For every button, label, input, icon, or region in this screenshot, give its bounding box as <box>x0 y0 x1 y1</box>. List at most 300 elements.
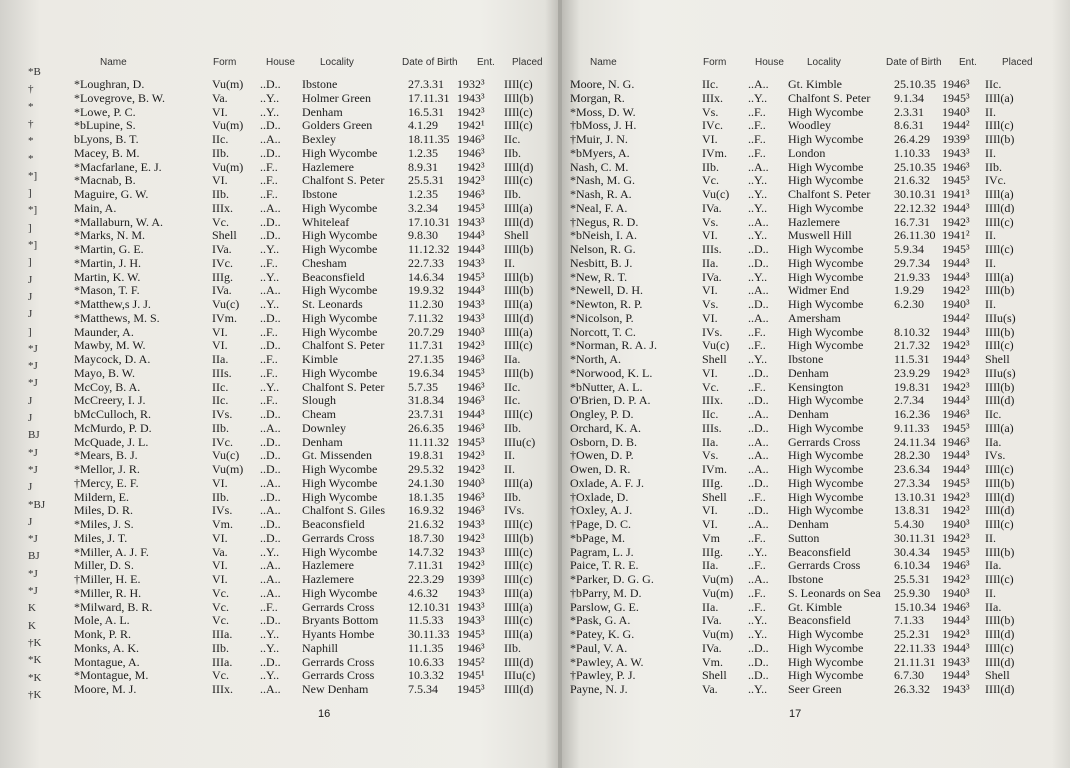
cell-form: IVc. <box>212 255 233 270</box>
cell-name: †Oxlade, D. <box>570 489 629 504</box>
cell-ent: 1944³ <box>457 283 485 298</box>
cell-dob: 9.1.34 <box>894 90 924 105</box>
cell-locality: Beaconsfield <box>788 544 851 559</box>
cell-ent: 1944³ <box>942 613 970 628</box>
table-row <box>74 353 554 367</box>
cell-form: Vm. <box>702 654 723 669</box>
cell-locality: Whiteleaf <box>302 214 350 229</box>
cell-ent: 1943³ <box>457 90 485 105</box>
cell-ent: 1942³ <box>942 283 970 298</box>
cell-form: IIIs. <box>702 420 722 435</box>
cell-locality: Denham <box>302 434 343 449</box>
table-row <box>570 229 1065 243</box>
table-row <box>570 257 1065 271</box>
cell-house: ..A.. <box>748 77 769 91</box>
cell-ent: 1946³ <box>457 393 485 408</box>
margin-mark: ] <box>28 325 32 338</box>
table-row <box>74 284 554 298</box>
cell-house: ..Y.. <box>260 269 280 284</box>
cell-dob: 16.2.36 <box>894 407 930 421</box>
cell-locality: High Wycombe <box>788 173 864 188</box>
cell-placed: IIIu(c) <box>504 668 536 683</box>
cell-locality: Chalfont S. Peter <box>788 187 871 201</box>
cell-placed: IIIl(d) <box>985 503 1015 518</box>
cell-dob: 9.8.30 <box>408 228 438 243</box>
cell-locality: Gt. Kimble <box>788 77 842 91</box>
table-row <box>570 477 1065 491</box>
cell-name: Payne, N. J. <box>570 682 628 696</box>
cell-form: IVc. <box>702 118 723 133</box>
cell-ent: 1941² <box>942 228 970 243</box>
cell-house: ..D.. <box>748 654 769 669</box>
cell-name: Miller, D. S. <box>74 558 134 573</box>
cell-house: ..D.. <box>748 393 769 408</box>
cell-locality: High Wycombe <box>788 489 864 504</box>
table-row <box>570 174 1065 188</box>
cell-dob: 21.6.32 <box>408 517 444 531</box>
cell-placed: IIIl(d) <box>985 627 1015 641</box>
cell-placed: IIIl(c) <box>504 338 533 353</box>
cell-ent: 1943³ <box>457 544 485 559</box>
cell-placed: IIIu(c) <box>504 434 536 449</box>
cell-ent: 1945³ <box>457 627 485 641</box>
cell-house: ..F.. <box>260 187 278 201</box>
cell-house: ..Y.. <box>748 352 768 366</box>
cell-name: *Pawley, A. W. <box>570 654 644 669</box>
margin-mark: *J <box>28 342 38 355</box>
cell-form: VI. <box>212 530 228 545</box>
header-locality-right: Locality <box>807 57 841 68</box>
table-row <box>74 546 554 560</box>
cell-dob: 7.1.33 <box>894 613 924 628</box>
cell-name: *Mason, T. F. <box>74 283 140 298</box>
cell-placed: IIIl(c) <box>985 640 1014 655</box>
table-row <box>74 463 554 477</box>
cell-locality: Denham <box>788 407 829 421</box>
cell-placed: IIIl(b) <box>504 269 534 284</box>
cell-dob: 12.10.31 <box>408 599 450 614</box>
table-row <box>570 202 1065 216</box>
cell-house: ..Y.. <box>260 668 280 683</box>
cell-ent: 1939³ <box>457 572 485 586</box>
cell-dob: 25.9.30 <box>894 585 930 600</box>
table-row <box>570 422 1065 436</box>
cell-ent: 1943³ <box>457 214 485 229</box>
cell-house: ..Y.. <box>260 544 280 559</box>
cell-form: IVc. <box>212 434 233 449</box>
cell-locality: Muswell Hill <box>788 228 852 243</box>
cell-placed: IIIl(c) <box>504 173 533 188</box>
cell-locality: Widmer End <box>788 283 850 298</box>
cell-placed: II. <box>985 585 996 600</box>
cell-house: ..A.. <box>260 558 281 573</box>
table-row <box>570 642 1065 656</box>
cell-form: VI. <box>702 365 718 380</box>
margin-mark: J <box>28 290 33 303</box>
cell-name: †Oxley, A. J. <box>570 503 633 518</box>
cell-placed: IIb. <box>504 489 521 504</box>
cell-locality: Hazlemere <box>302 558 354 573</box>
cell-name: Mayo, B. W. <box>74 365 136 380</box>
table-row <box>570 147 1065 161</box>
cell-dob: 8.6.31 <box>894 118 924 133</box>
cell-house: ..A.. <box>748 434 769 449</box>
table-row <box>74 271 554 285</box>
table-row <box>570 106 1065 120</box>
cell-ent: 1944³ <box>942 448 970 463</box>
cell-dob: 23.6.34 <box>894 462 930 476</box>
cell-name: †bMoss, J. H. <box>570 118 637 133</box>
cell-ent: 1944³ <box>457 242 485 256</box>
cell-locality: Hazlemere <box>302 159 354 174</box>
cell-ent: 1942³ <box>457 448 485 463</box>
cell-locality: High Wycombe <box>302 365 378 380</box>
cell-dob: 1.2.35 <box>408 187 438 201</box>
table-row <box>570 188 1065 202</box>
cell-house: ..A.. <box>748 310 769 325</box>
cell-form: Va. <box>702 682 718 696</box>
cell-form: Shell <box>212 228 237 243</box>
cell-locality: Ibstone <box>302 187 338 201</box>
table-row <box>74 573 554 587</box>
cell-dob: 27.1.35 <box>408 352 444 366</box>
cell-form: IVa. <box>702 640 722 655</box>
cell-name: bMcCulloch, R. <box>74 407 151 421</box>
margin-mark: *J <box>28 360 38 373</box>
cell-dob: 11.5.33 <box>408 613 444 628</box>
cell-placed: IIIl(a) <box>504 627 533 641</box>
cell-ent: 1940³ <box>942 297 970 311</box>
cell-name: †Owen, D. P. <box>570 448 634 463</box>
table-row <box>74 216 554 230</box>
cell-ent: 1945² <box>457 654 485 669</box>
cell-name: Orchard, K. A. <box>570 420 641 435</box>
table-row <box>74 147 554 161</box>
cell-house: ..D.. <box>260 310 281 325</box>
cell-placed: IIIl(c) <box>504 613 533 628</box>
cell-placed: IIc. <box>504 393 521 408</box>
cell-name: Martin, K. W. <box>74 269 141 284</box>
cell-house: ..D.. <box>260 462 281 476</box>
header-ent-right: Ent. <box>959 57 977 68</box>
cell-form: IIc. <box>702 77 719 91</box>
cell-locality: Holmer Green <box>302 90 371 105</box>
cell-name: *Matthews, M. S. <box>74 310 160 325</box>
margin-mark: *K <box>28 671 42 684</box>
cell-ent: 1942³ <box>942 530 970 545</box>
cell-name: Parslow, G. E. <box>570 599 639 614</box>
cell-placed: II. <box>504 462 515 476</box>
cell-locality: High Wycombe <box>788 297 864 311</box>
cell-house: ..D.. <box>260 517 281 531</box>
cell-ent: 1944³ <box>942 462 970 476</box>
cell-form: IVm. <box>702 145 727 160</box>
cell-house: ..D.. <box>260 407 281 421</box>
cell-locality: High Wycombe <box>788 668 864 683</box>
cell-locality: High Wycombe <box>302 200 378 215</box>
cell-dob: 30.11.31 <box>894 530 936 545</box>
cell-placed: IIIl(c) <box>504 104 533 119</box>
cell-ent: 1944³ <box>942 324 970 339</box>
cell-dob: 5.7.35 <box>408 379 438 394</box>
header-dob-right: Date of Birth <box>886 57 942 68</box>
cell-ent: 1943³ <box>457 310 485 325</box>
cell-dob: 23.9.29 <box>894 365 930 380</box>
margin-mark: *BJ <box>28 498 46 511</box>
cell-ent: 1945³ <box>942 242 970 256</box>
cell-dob: 22.3.29 <box>408 572 444 586</box>
cell-placed: IIIl(a) <box>985 420 1014 435</box>
margin-mark: † <box>28 83 34 96</box>
cell-locality: Woodley <box>788 118 832 133</box>
table-row <box>570 271 1065 285</box>
cell-placed: IIIl(d) <box>504 682 534 696</box>
cell-locality: High Wycombe <box>788 640 864 655</box>
cell-form: VI. <box>212 173 228 188</box>
table-row <box>74 133 554 147</box>
cell-placed: IIIu(s) <box>985 310 1016 325</box>
table-row <box>74 683 554 697</box>
cell-dob: 6.7.30 <box>894 668 924 683</box>
cell-form: IIc. <box>212 132 229 146</box>
cell-name: Pagram, L. J. <box>570 544 634 559</box>
cell-placed: II. <box>504 255 515 270</box>
cell-ent: 1946³ <box>942 558 970 573</box>
cell-placed: IVs. <box>504 503 525 518</box>
cell-ent: 1945³ <box>942 173 970 188</box>
cell-ent: 1942³ <box>942 503 970 518</box>
cell-form: IIc. <box>212 393 229 408</box>
table-row <box>74 106 554 120</box>
cell-locality: Ibstone <box>788 352 824 366</box>
cell-locality: Ibstone <box>788 572 824 586</box>
cell-placed: IIIl(c) <box>504 407 533 421</box>
table-row <box>570 504 1065 518</box>
cell-form: Vm. <box>212 517 233 531</box>
cell-name: Morgan, R. <box>570 90 625 105</box>
cell-dob: 22.7.33 <box>408 255 444 270</box>
cell-locality: Downley <box>302 420 346 435</box>
cell-name: Montague, A. <box>74 654 140 669</box>
cell-name: *Mears, B. J. <box>74 448 138 463</box>
cell-form: Vu(c) <box>212 297 240 311</box>
cell-ent: 1945³ <box>942 90 970 105</box>
cell-name: *Nash, R. A. <box>570 187 632 201</box>
cell-form: VI. <box>212 324 228 339</box>
cell-house: ..A.. <box>748 159 769 174</box>
header-name: Name <box>100 57 127 68</box>
table-row <box>74 188 554 202</box>
header-form-right: Form <box>703 57 727 68</box>
margin-mark: ] <box>28 221 32 234</box>
cell-name: Mawby, M. W. <box>74 338 146 353</box>
cell-ent: 1946³ <box>457 420 485 435</box>
cell-form: Vu(m) <box>702 585 734 600</box>
cell-dob: 9.11.33 <box>894 420 930 435</box>
cell-placed: IIIl(a) <box>504 585 533 600</box>
cell-house: ..A.. <box>748 462 769 476</box>
cell-name: *Loughran, D. <box>74 77 145 91</box>
cell-name: *Neal, F. A. <box>570 200 628 215</box>
cell-name: *Martin, G. E. <box>74 242 144 256</box>
cell-house: ..D.. <box>748 475 769 490</box>
margin-mark: *] <box>28 239 38 251</box>
table-row <box>570 367 1065 381</box>
cell-ent: 1932³ <box>457 77 485 91</box>
cell-house: ..D.. <box>748 640 769 655</box>
cell-name: McCoy, B. A. <box>74 379 141 394</box>
cell-house: ..F.. <box>748 558 766 573</box>
table-row <box>74 298 554 312</box>
cell-ent: 1944³ <box>942 200 970 215</box>
cell-dob: 11.1.35 <box>408 640 444 655</box>
margin-mark: J <box>28 515 33 528</box>
table-row <box>570 449 1065 463</box>
cell-dob: 25.10.35 <box>894 77 936 91</box>
cell-house: ..D.. <box>748 365 769 380</box>
cell-ent: 1945³ <box>942 475 970 490</box>
cell-house: ..Y.. <box>260 242 280 256</box>
left-register-table <box>74 78 554 697</box>
cell-dob: 30.4.34 <box>894 544 930 559</box>
cell-locality: High Wycombe <box>302 283 378 298</box>
cell-form: Vc. <box>212 214 229 229</box>
cell-name: *bMyers, A. <box>570 145 630 160</box>
cell-locality: Golders Green <box>302 118 373 133</box>
cell-dob: 22.12.32 <box>894 200 936 215</box>
cell-placed: IIIl(c) <box>504 118 533 133</box>
cell-house: ..A.. <box>260 200 281 215</box>
cell-ent: 1943³ <box>942 654 970 669</box>
cell-dob: 20.7.29 <box>408 324 444 339</box>
cell-house: ..F.. <box>260 599 278 614</box>
cell-placed: IIIl(b) <box>504 90 534 105</box>
table-row <box>74 161 554 175</box>
cell-locality: High Wycombe <box>788 654 864 669</box>
cell-locality: Gerrards Cross <box>302 668 375 683</box>
cell-placed: IIb. <box>504 420 521 435</box>
cell-house: ..D.. <box>260 434 281 449</box>
table-row <box>570 312 1065 326</box>
cell-dob: 18.1.35 <box>408 489 444 504</box>
cell-ent: 1946³ <box>457 379 485 394</box>
cell-dob: 26.6.35 <box>408 420 444 435</box>
table-row <box>570 119 1065 133</box>
cell-house: ..D.. <box>260 489 281 504</box>
cell-ent: 1946³ <box>942 159 970 174</box>
cell-dob: 11.12.32 <box>408 242 450 256</box>
cell-placed: IIIl(c) <box>985 242 1014 256</box>
cell-form: IVs. <box>212 407 233 421</box>
cell-placed: IVs. <box>985 448 1006 463</box>
cell-dob: 18.7.30 <box>408 530 444 545</box>
cell-locality: High Wycombe <box>788 448 864 463</box>
cell-ent: 1945³ <box>942 420 970 435</box>
table-row <box>74 642 554 656</box>
cell-house: ..F.. <box>748 145 766 160</box>
cell-locality: High Wycombe <box>788 255 864 270</box>
cell-locality: Amersham <box>788 310 841 325</box>
cell-form: Vs. <box>702 297 719 311</box>
cell-ent: 1946³ <box>457 132 485 146</box>
cell-ent: 1942³ <box>942 627 970 641</box>
page-number-left: 16 <box>318 708 331 720</box>
table-row <box>74 504 554 518</box>
cell-locality: Bryants Bottom <box>302 613 379 628</box>
cell-ent: 1942³ <box>942 214 970 229</box>
cell-locality: Gerrards Cross <box>302 654 375 669</box>
margin-mark: † <box>28 117 34 130</box>
cell-name: Ongley, P. D. <box>570 407 634 421</box>
cell-name: *Moss, D. W. <box>570 104 636 119</box>
cell-ent: 1946³ <box>457 352 485 366</box>
margin-mark: ] <box>28 256 32 269</box>
cell-locality: High Wycombe <box>302 489 378 504</box>
cell-name: *Lovegrove, B. W. <box>74 90 165 105</box>
margin-mark: *J <box>28 533 38 546</box>
cell-dob: 24.11.34 <box>894 434 936 449</box>
cell-form: IIIs. <box>212 365 232 380</box>
cell-house: ..D.. <box>748 668 769 683</box>
cell-ent: 1942³ <box>942 572 970 586</box>
cell-ent: 1942³ <box>942 338 970 353</box>
table-row <box>74 408 554 422</box>
cell-form: VI. <box>212 338 228 353</box>
table-row <box>74 257 554 271</box>
cell-form: Shell <box>702 489 727 504</box>
cell-ent: 1944² <box>942 310 970 325</box>
cell-ent: 1942³ <box>942 379 970 394</box>
cell-dob: 11.7.31 <box>408 338 444 353</box>
cell-dob: 1.9.29 <box>894 283 924 298</box>
cell-form: Vc. <box>212 599 229 614</box>
cell-ent: 1943³ <box>457 613 485 628</box>
cell-name: Nelson, R. G. <box>570 242 636 256</box>
cell-dob: 26.4.29 <box>894 132 930 146</box>
cell-dob: 14.6.34 <box>408 269 444 284</box>
cell-house: ..A.. <box>260 572 281 586</box>
cell-name: *bNutter, A. L. <box>570 379 643 394</box>
cell-house: ..D.. <box>260 654 281 669</box>
cell-form: IIc. <box>212 379 229 394</box>
cell-form: IIb. <box>212 489 229 504</box>
cell-placed: IIIl(a) <box>504 324 533 339</box>
cell-locality: Kimble <box>302 352 338 366</box>
cell-dob: 8.9.31 <box>408 159 438 174</box>
table-row <box>74 656 554 670</box>
cell-placed: Shell <box>985 352 1010 366</box>
cell-ent: 1940³ <box>457 324 485 339</box>
cell-dob: 7.11.32 <box>408 310 444 325</box>
cell-placed: IIa. <box>985 558 1002 573</box>
margin-mark: ] <box>28 187 32 200</box>
cell-form: IVa. <box>212 242 232 256</box>
cell-placed: Shell <box>504 228 529 243</box>
cell-locality: Gt. Missenden <box>302 448 372 463</box>
margin-mark: *] <box>28 204 38 217</box>
cell-name: Miles, D. R. <box>74 503 134 518</box>
cell-ent: 1943³ <box>942 682 970 696</box>
table-row <box>570 353 1065 367</box>
cell-ent: 1942³ <box>457 338 485 353</box>
cell-ent: 1944³ <box>942 269 970 284</box>
cell-form: Vs. <box>702 214 719 229</box>
cell-form: IIIa. <box>212 627 233 641</box>
cell-name: Mildern, E. <box>74 489 129 504</box>
cell-house: ..Y.. <box>260 297 280 311</box>
cell-house: ..F.. <box>260 159 278 174</box>
cell-locality: Bexley <box>302 132 336 146</box>
